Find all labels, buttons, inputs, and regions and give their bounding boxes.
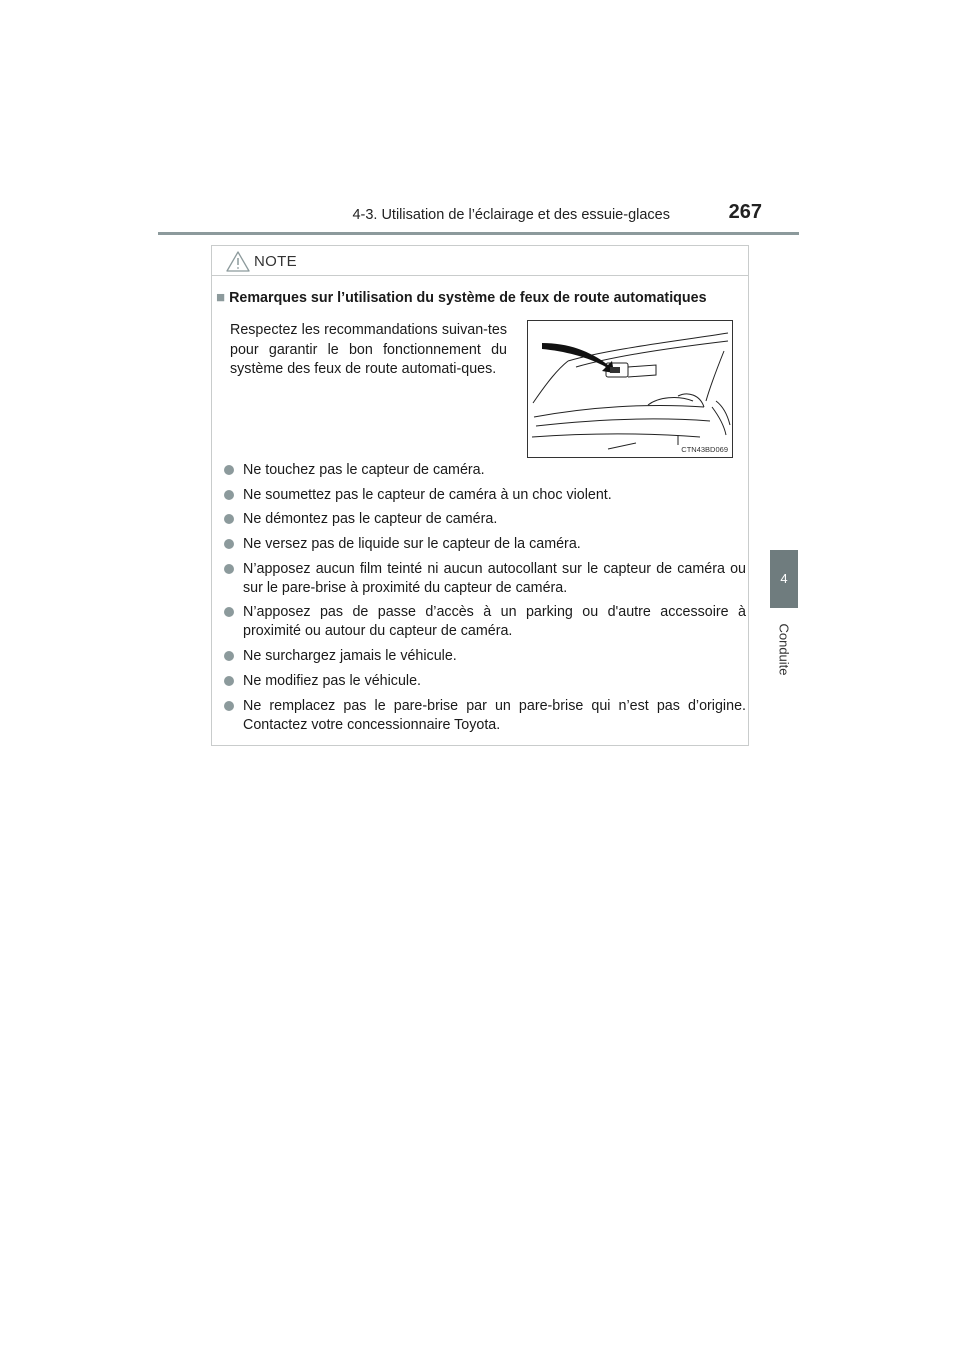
list-item bbox=[222, 560, 746, 598]
square-bullet-icon: ■ bbox=[216, 289, 226, 306]
section-title-text: Remarques sur l’utilisation du système de feux de route automatiques bbox=[229, 290, 707, 306]
list-item bbox=[222, 672, 746, 691]
warning-triangle-icon bbox=[226, 251, 250, 272]
list-item bbox=[222, 647, 746, 666]
note-box bbox=[211, 245, 749, 746]
bullet-dot-icon bbox=[224, 490, 234, 500]
list-item-text: Ne versez pas de liquide sur le capteur de la caméra. bbox=[243, 536, 581, 553]
chapter-label-text: Conduite bbox=[776, 622, 792, 676]
list-item bbox=[222, 510, 746, 529]
bullet-dot-icon bbox=[224, 564, 234, 574]
header-divider bbox=[158, 232, 799, 235]
bullet-dot-icon bbox=[224, 607, 234, 617]
list-item-text: Ne modifiez pas le véhicule. bbox=[243, 672, 422, 689]
list-item bbox=[222, 461, 746, 480]
bullet-dot-icon bbox=[224, 676, 234, 686]
list-item-text: Ne remplacez pas le pare-brise par un pare-brise qui n’est pas d’origine. Contactez votre concessionnaire Toyota. bbox=[243, 697, 746, 733]
bullet-dot-icon bbox=[224, 465, 234, 475]
figure-code: CTN43BD069 bbox=[681, 445, 728, 454]
intro-paragraph: Respectez les recommandations suivan-tes pour garantir le bon fonctionnement du système des feux de route automati-ques. bbox=[230, 322, 507, 377]
page-number: 267 bbox=[728, 201, 762, 223]
list-item bbox=[222, 486, 746, 505]
bullet-dot-icon bbox=[224, 514, 234, 524]
windshield-camera-drawing bbox=[528, 321, 732, 457]
bullet-dot-icon bbox=[224, 539, 234, 549]
list-item-text: N’apposez pas de passe d’accès à un parking ou d'autre accessoire à proximité ou autour du capteur de caméra. bbox=[243, 604, 746, 640]
list-item bbox=[222, 697, 746, 735]
bullet-dot-icon bbox=[224, 701, 234, 711]
list-item bbox=[222, 603, 746, 641]
bullet-dot-icon bbox=[224, 651, 234, 661]
chapter-tab-number: 4 bbox=[770, 550, 798, 608]
list-item bbox=[222, 535, 746, 554]
precaution-list bbox=[222, 461, 746, 740]
list-item-text: Ne soumettez pas le capteur de caméra à un choc violent. bbox=[243, 486, 612, 503]
note-header bbox=[212, 246, 748, 276]
list-item-text: Ne démontez pas le capteur de caméra. bbox=[243, 511, 498, 528]
section-header-title: 4-3. Utilisation de l’éclairage et des essuie-glaces bbox=[352, 207, 670, 223]
list-item-text: N’apposez aucun film teinté ni aucun autocollant sur le capteur de caméra ou sur le pare-brise à proximité du capteur de caméra. bbox=[243, 560, 746, 596]
chapter-tab-label bbox=[770, 620, 798, 678]
windshield-camera-illustration bbox=[527, 320, 733, 458]
section-title bbox=[216, 289, 746, 306]
note-label: NOTE bbox=[254, 253, 297, 270]
list-item-text: Ne touchez pas le capteur de caméra. bbox=[243, 462, 485, 478]
list-item-text: Ne surchargez jamais le véhicule. bbox=[243, 648, 457, 665]
